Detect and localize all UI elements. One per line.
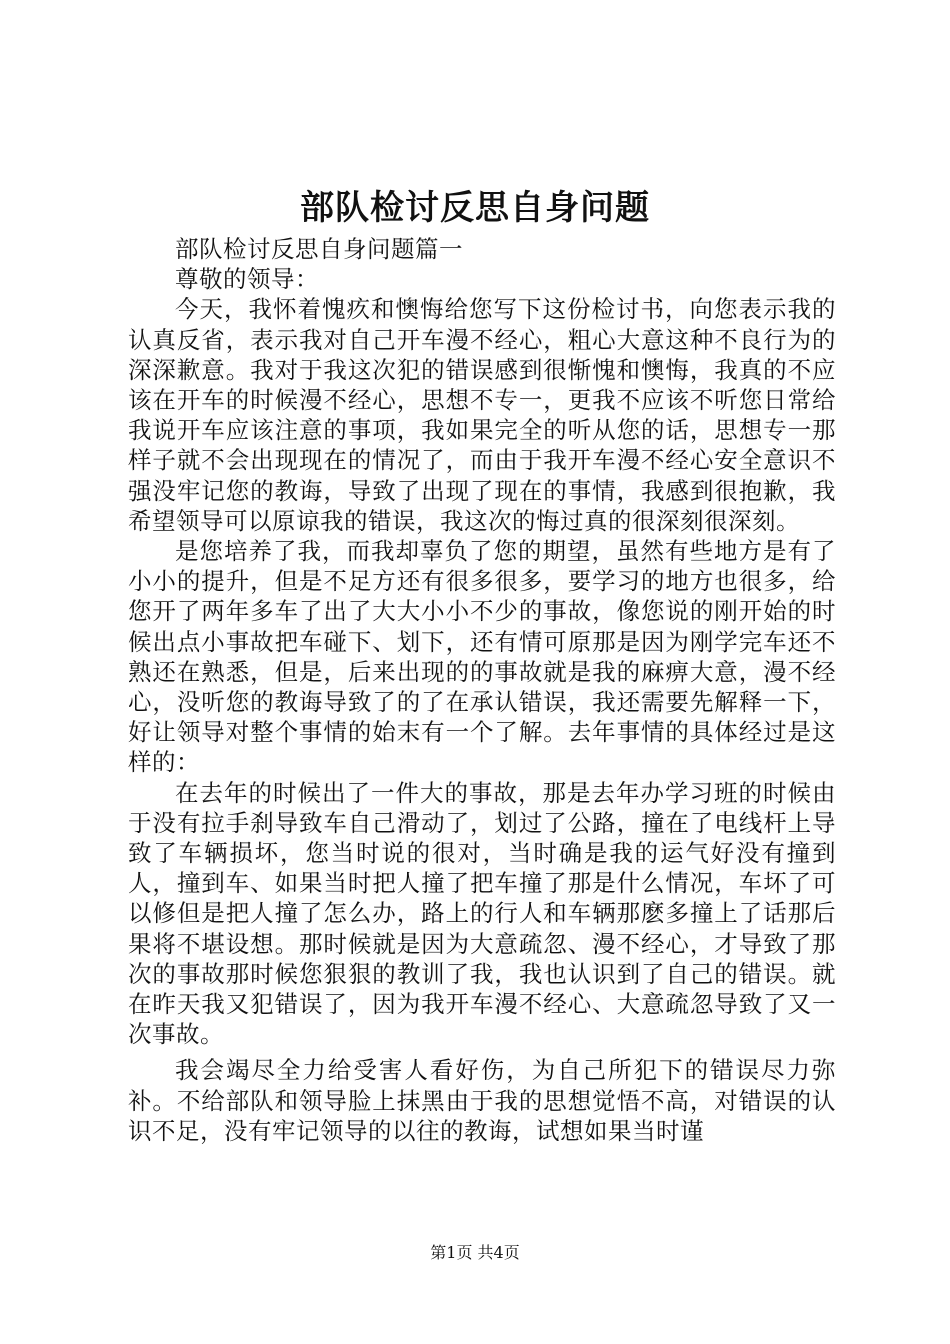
document-title: 部队检讨反思自身问题 <box>300 188 650 228</box>
paragraph: 我会竭尽全力给受害人看好伤，为自己所犯下的错误尽力弥补。不给部队和领导脸上抹黑由于我的思想觉悟不高，对错误的认识不足，没有牢记领导的以往的教诲，试想如果当时谨 <box>128 1056 836 1145</box>
page-number-footer: 第1页 共4页 <box>430 1243 520 1262</box>
document-body <box>128 234 836 1146</box>
paragraph: 是您培养了我，而我却辜负了您的期望，虽然有些地方是有了小小的提升，但是不足方还有很多很多，要学习的地方也很多，给您开了两年多车了出了大大小小不少的事故，像您说的刚开始的时候出点小事故把车碰下、划下，还有情可原那是因为刚学完车还不熟还在熟悉，但是，后来出现的的事故就是我的麻痹大意，漫不经心，没听您的教诲导致了的了在承认错误，我还需要先解释一下，好让领导对整个事情的始末有一个了解。去年事情的具体经过是这样的： <box>128 537 836 777</box>
salutation: 尊敬的领导： <box>175 265 319 294</box>
paragraph: 今天，我怀着愧疚和懊悔给您写下这份检讨书，向您表示我的认真反省，表示我对自己开车漫不经心，粗心大意这种不良行为的深深歉意。我对于我这次犯的错误感到很惭愧和懊悔，我真的不应该在开车的时候漫不经心，思想不专一，更我不应该不听您日常给我说开车应该注意的事项，我如果完全的听从您的话，思想专一那样子就不会出现现在的情况了，而由于我开车漫不经心安全意识不强没牢记您的教诲，导致了出现了现在的事情，我感到很抱歉，我希望领导可以原谅我的错误，我这次的悔过真的很深刻很深刻。 <box>128 295 836 535</box>
document-subtitle: 部队检讨反思自身问题篇一 <box>175 235 463 263</box>
paragraph: 在去年的时候出了一件大的事故，那是去年办学习班的时候由于没有拉手刹导致车自己滑动了，划过了公路，撞在了电线杆上导致了车辆损坏，您当时说的很对，当时确是我的运气好没有撞到人，撞到车、如果当时把人撞了把车撞了那是什么情况，车坏了可以修但是把人撞了怎么办，路上的行人和车辆那麽多撞上了话那后果将不堪设想。那时候就是因为大意疏忽、漫不经心，才导致了那次的事故那时候您狠狠的教训了我，我也认识到了自己的错误。就在昨天我又犯错误了，因为我开车漫不经心、大意疏忽导致了又一次事故。 <box>128 778 836 1049</box>
